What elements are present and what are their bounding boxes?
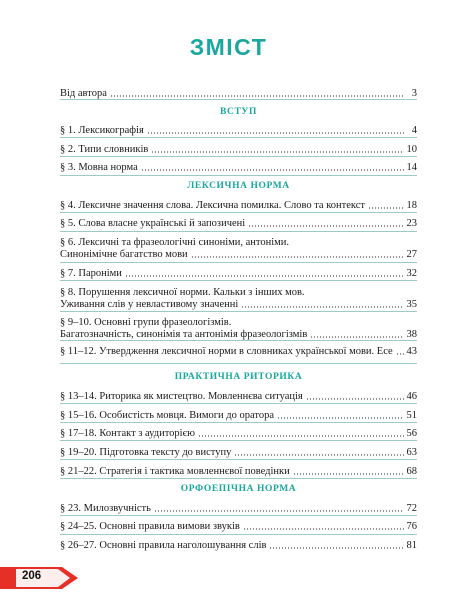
toc-page-number: 38 xyxy=(406,329,417,340)
entry-divider xyxy=(60,231,417,232)
toc-entry-text: § 19–20. Підготовка тексту до виступу xyxy=(60,447,232,458)
entry-divider xyxy=(60,137,417,138)
toc-page-number: 63 xyxy=(406,447,417,458)
toc-entry-text: § 11–12. Утвердження лексичної норми в словниках української мови. Есе xyxy=(60,346,393,357)
section-heading: ОРФОЕПІЧНА НОРМА xyxy=(180,484,297,494)
dot-leader xyxy=(151,151,403,153)
toc-entry[interactable] xyxy=(60,503,417,515)
toc-entry-text: § 24–25. Основні правила вимови звуків xyxy=(60,521,240,532)
dot-leader xyxy=(396,353,404,355)
toc-page-number: 35 xyxy=(406,299,417,310)
dot-leader xyxy=(154,510,404,512)
entry-divider xyxy=(60,515,417,516)
toc-entry-text: § 21–22. Стратегія і тактика мовленнєвої поведінки xyxy=(60,466,290,477)
toc-entry-text: Багатозначність, синонімія та антонімія фразеологізмів xyxy=(60,329,308,340)
entry-divider xyxy=(60,459,417,460)
toc-page-number: 43 xyxy=(406,346,417,357)
entry-divider xyxy=(60,212,417,213)
toc-entry[interactable] xyxy=(60,287,417,311)
toc-entry[interactable] xyxy=(60,200,417,212)
toc-page-number: 68 xyxy=(406,466,417,477)
section-heading: ПРАКТИЧНА РИТОРИКА xyxy=(174,372,303,382)
toc-entry[interactable] xyxy=(60,218,417,230)
toc-entry[interactable] xyxy=(60,346,417,358)
toc-entry[interactable] xyxy=(60,521,417,533)
entry-divider xyxy=(60,422,417,423)
toc-entry[interactable] xyxy=(60,125,417,137)
toc-entry-text: Від автора xyxy=(60,88,107,99)
dot-leader xyxy=(368,207,404,209)
page-title: ЗМІСТ xyxy=(189,34,268,60)
toc-page-number: 81 xyxy=(406,540,417,551)
toc-entry-text: § 8. Порушення лексичної норми. Кальки з інших мов. xyxy=(60,287,305,298)
toc-entry-text: § 23. Милозвучність xyxy=(60,503,151,514)
entry-divider xyxy=(60,534,417,535)
dot-leader xyxy=(248,225,403,227)
entry-divider xyxy=(60,440,417,441)
toc-page-number: 51 xyxy=(406,410,417,421)
entry-divider xyxy=(60,262,417,263)
toc-entry-text: § 1. Лексикографія xyxy=(60,125,144,136)
toc-entry[interactable] xyxy=(60,466,417,478)
toc-entry[interactable] xyxy=(60,410,417,422)
toc-entry-text: § 2. Типи словників xyxy=(60,144,149,155)
dot-leader xyxy=(141,169,404,171)
section-heading: ВСТУП xyxy=(220,107,257,117)
toc-entry[interactable] xyxy=(60,162,417,174)
entry-divider xyxy=(60,280,417,281)
dot-leader xyxy=(241,306,403,308)
dot-leader xyxy=(269,547,403,549)
dot-leader xyxy=(110,95,404,97)
entry-divider xyxy=(60,156,417,157)
toc-page-number: 4 xyxy=(411,125,417,136)
toc-entry-text: § 3. Мовна норма xyxy=(60,162,138,173)
toc-page-number: 10 xyxy=(406,144,417,155)
toc-entry-text: Уживання слів у невластивому значенні xyxy=(60,299,239,310)
section-heading: ЛЕКСИЧНА НОРМА xyxy=(187,181,290,191)
toc-entry[interactable] xyxy=(60,447,417,459)
toc-entry[interactable] xyxy=(60,268,417,280)
toc-entry-text: § 4. Лексичне значення слова. Лексична помилка. Слово та контекст xyxy=(60,200,365,211)
dot-leader xyxy=(293,473,404,475)
toc-entry[interactable] xyxy=(60,540,417,552)
toc-page-number: 3 xyxy=(411,88,417,99)
entry-divider xyxy=(60,175,417,176)
toc-entry[interactable] xyxy=(60,428,417,440)
toc-page-number: 56 xyxy=(406,428,417,439)
toc-entry-text: § 9–10. Основні групи фразеологізмів. xyxy=(60,317,232,328)
toc-page-number: 14 xyxy=(406,162,417,173)
toc-entry[interactable] xyxy=(60,237,417,261)
toc-entry[interactable] xyxy=(60,391,417,403)
toc-page-number: 76 xyxy=(406,521,417,532)
entry-divider xyxy=(60,99,417,100)
dot-leader xyxy=(147,132,404,134)
dot-leader xyxy=(277,417,404,419)
toc-entry-text: § 7. Пароніми xyxy=(60,268,122,279)
toc-page-number: 46 xyxy=(406,391,417,402)
dot-leader xyxy=(310,336,403,338)
toc-entry-text: Синонімічне багатство мови xyxy=(60,249,188,260)
entry-divider xyxy=(60,478,417,479)
entry-divider xyxy=(60,340,417,341)
toc-page-number: 32 xyxy=(406,268,417,279)
toc-page-number: 27 xyxy=(406,249,417,260)
toc-entry-text: § 17–18. Контакт з аудиторією xyxy=(60,428,195,439)
dot-leader xyxy=(243,528,404,530)
toc-entry-text: § 5. Слова власне українські й запозичені xyxy=(60,218,246,229)
toc-entry-text: § 15–16. Особистість мовця. Вимоги до оратора xyxy=(60,410,274,421)
entry-divider xyxy=(60,363,417,364)
dot-leader xyxy=(234,454,403,456)
page-number: 206 xyxy=(22,570,42,582)
entry-divider xyxy=(60,311,417,312)
toc-entry-text: § 6. Лексичні та фразеологічні синоніми, антоніми. xyxy=(60,237,290,248)
dot-leader xyxy=(125,275,404,277)
toc-entry[interactable] xyxy=(60,317,417,341)
toc-entry-text: § 13–14. Риторика як мистецтво. Мовленнєва ситуація xyxy=(60,391,303,402)
dot-leader xyxy=(191,256,404,258)
toc-page-number: 72 xyxy=(406,503,417,514)
entry-divider xyxy=(60,403,417,404)
toc-entry[interactable] xyxy=(60,144,417,156)
toc-page-number: 18 xyxy=(406,200,417,211)
dot-leader xyxy=(306,398,404,400)
toc-page-number: 23 xyxy=(406,218,417,229)
toc-entry-text: § 26–27. Основні правила наголошування слів xyxy=(60,540,267,551)
dot-leader xyxy=(198,435,404,437)
